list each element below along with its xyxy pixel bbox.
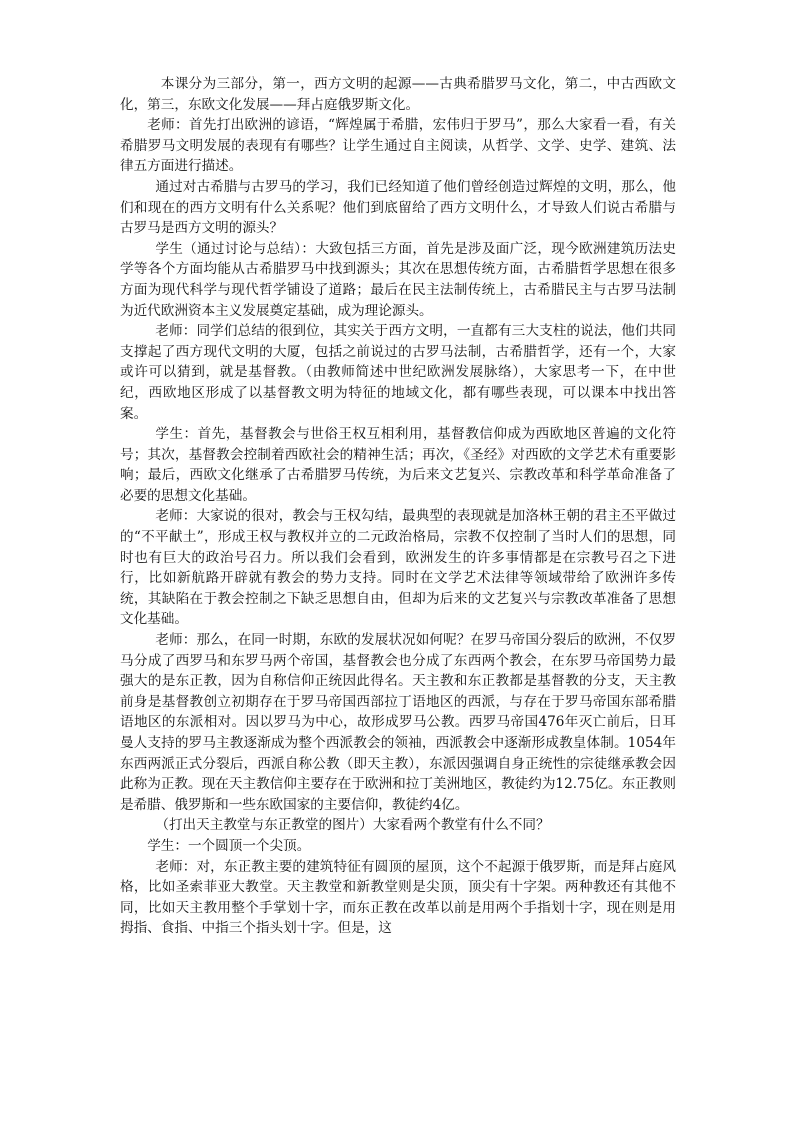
paragraph-student-summary: 学生（通过讨论与总结）：大致包括三方面，首先是涉及面广泛，现今欧洲建筑历法史学等各个方面均能从古希腊罗马中找到源头；其次在思想传统方面，古希腊哲学思想在很多方面为现代科学与现代哲学铺设了道路；最后在民主法制传统上，古希腊民主与古罗马法制为近代欧洲资本主义发展奠定基础，成为理论源头。 bbox=[120, 240, 676, 319]
document-page bbox=[120, 74, 676, 939]
paragraph-course-outline: 本课分为三部分，第一，西方文明的起源——古典希腊罗马文化，第二，中古西欧文化，第三，东欧文化发展——拜占庭俄罗斯文化。 bbox=[120, 76, 676, 113]
paragraph-teacher-christianity: 老师：同学们总结的很到位，其实关于西方文明，一直都有三大支柱的说法，他们共同支撑起了西方现代文明的大厦，包括之前说过的古罗马法制，古希腊哲学，还有一个，大家或许可以猜到，就是基督教。（由教师简述中世纪欧洲发展脉络），大家思考一下，在中世纪，西欧地区形成了以基督教文明为特征的地域文化，都有哪些表现，可以课本中找出答案。 bbox=[120, 323, 676, 422]
paragraph-student-domes: 学生：一个圆顶一个尖顶。 bbox=[147, 837, 311, 854]
paragraph-church-pictures: （打出天主教堂与东正教堂的图片）大家看两个教堂有什么不同？ bbox=[155, 817, 550, 834]
paragraph-question-origin: 通过对古希腊与古罗马的学习，我们已经知道了他们曾经创造过辉煌的文明，那么，他们和现在的西方文明有什么关系呢？他们到底留给了西方文明什么，才导致人们说古希腊与古罗马是西方文明的源头？ bbox=[120, 178, 676, 237]
paragraph-teacher-proverb: 老师：首先打出欧洲的谚语，“辉煌属于希腊，宏伟归于罗马”，那么大家看一看，有关希腊罗马文明发展的表现有有哪些？让学生通过自主阅读，从哲学、文学、史学、建筑、法律五方面进行描述。 bbox=[120, 117, 676, 175]
paragraph-student-answer: 学生：首先，基督教会与世俗王权互相利用，基督教信仰成为西欧地区普遍的文化符号；其次，基督教会控制着西欧社会的精神生活；再次，《圣经》对西欧的文学艺术有重要影响；最后，西欧文化继承了古希腊罗马传统，为后来文艺复兴、宗教改革和科学革命准备了必要的思想文化基础。 bbox=[120, 426, 676, 504]
paragraph-teacher-east-europe: 老师：那么，在同一时期，东欧的发展状况如何呢？在罗马帝国分裂后的欧洲，不仅罗马分成了西罗马和东罗马两个帝国，基督教会也分成了东西两个教会，在东罗马帝国势力最强大的是东正教，因为自称信仰正统因此得名。天主教和东正教都是基督教的分支，天主教前身是基督教创立初期存在于罗马帝国西部拉丁语地区的西派，与存在于罗马帝国东部希腊语地区的东派相对。因以罗马为中心，故形成罗马公教。西罗马帝国476年灭亡前后，日耳曼人支持的罗马主教逐渐成为整个西派教会的领袖，西派教会中逐渐形成教皇体制。1054年东西两派正式分裂后，西派自称公教（即天主教），东派因强调自身正统性的宗徒继承教会因此称为正教。现在天主教信仰主要存在于欧洲和拉丁美洲地区，教徒约为12.75亿。东正教则是希腊、俄罗斯和一些东欧国家的主要信仰，教徒约4亿。 bbox=[120, 632, 676, 813]
paragraph-teacher-architecture: 老师：对，东正教主要的建筑特征有圆顶的屋顶，这个不起源于俄罗斯，而是拜占庭风格，比如圣索菲亚大教堂。天主教堂和新教堂则是尖顶，顶尖有十字架。两种教还有其他不同，比如天主教用整个手掌划十字，而东正教在改革以前是用两个手指划十字，现在则是用拇指、食指、中指三个指头划十字。但是，这 bbox=[120, 858, 676, 937]
paragraph-teacher-church-power: 老师：大家说的很对，教会与王权勾结，最典型的表现就是加洛林王朝的君主丕平做过的“不平献土”，形成王权与教权并立的二元政治格局，宗教不仅控制了当时人们的思想，同时也有巨大的政治号召力。所以我们会看到，欧洲发生的许多事情都是在宗教号召之下进行，比如新航路开辟就有教会的势力支持。同时在文学艺术法律等领域带给了欧洲许多传统，其缺陷在于教会控制之下缺乏思想自由，但却为后来的文艺复兴与宗教改革准备了思想文化基础。 bbox=[120, 508, 676, 628]
